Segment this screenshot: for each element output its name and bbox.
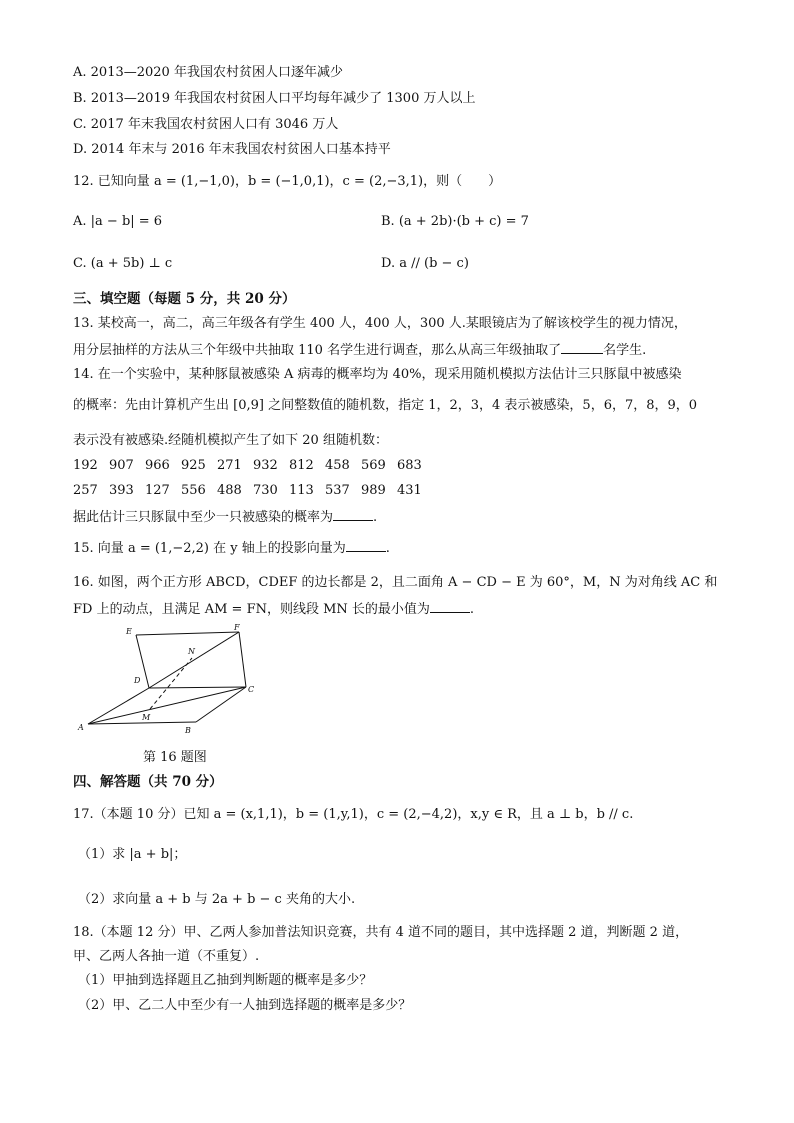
q12-option-d: D. a // (b − c): [381, 256, 469, 271]
label-b: B: [185, 726, 191, 735]
label-n: N: [188, 647, 195, 656]
num: 537: [325, 483, 350, 498]
edge-dc: [149, 687, 246, 688]
q14-text: 据此估计三只豚鼠中至少一只被感染的概率为: [73, 510, 334, 525]
figure-caption: 第 16 题图: [143, 750, 207, 765]
num: 932: [253, 458, 278, 473]
num: 271: [217, 458, 242, 473]
q14-answer-blank[interactable]: [333, 507, 373, 521]
num: 431: [397, 483, 422, 498]
q13-line-2: [73, 340, 646, 360]
num: 257: [73, 483, 98, 498]
q12-option-b: B. (a + 2b)·(b + c) = 7: [381, 214, 529, 229]
q15-answer-blank[interactable]: [346, 538, 386, 552]
num: 556: [181, 483, 206, 498]
label-d: D: [134, 676, 141, 685]
q18-line-1: 18.（本题 12 分）甲、乙两人参加普法知识竞赛，共有 4 道不同的题目，其中选择题 2 道，判断题 2 道，: [73, 925, 689, 940]
q11-option-c: C. 2017 年末我国农村贫困人口有 3046 万人: [73, 117, 339, 132]
q16-text: FD 上的动点，且满足 AM = FN，则线段 MN 长的最小值为: [73, 602, 430, 617]
num: 989: [361, 483, 386, 498]
num: 925: [181, 458, 206, 473]
q12-stem: 12. 已知向量 a = (1,−1,0)，b = (−1,0,1)，c = (2,−3,1)，则（ ）: [73, 174, 502, 189]
num: 907: [109, 458, 134, 473]
q11-option-b: B. 2013—2019 年我国农村贫困人口平均每年减少了 1300 万人以上: [73, 91, 476, 106]
q16-line-1: 16. 如图，两个正方形 ABCD，CDEF 的边长都是 2，且二面角 A − CD − E 为 60°，M，N 为对角线 AC 和: [73, 575, 718, 590]
num: 812: [289, 458, 314, 473]
num: 730: [253, 483, 278, 498]
q11-option-a: A. 2013—2020 年我国农村贫困人口逐年减少: [73, 65, 343, 80]
num: 569: [361, 458, 386, 473]
label-f: F: [234, 623, 240, 632]
q18-part-1: （1）甲抽到选择题且乙抽到判断题的概率是多少？: [78, 973, 373, 988]
q18-line-2: 甲、乙两人各抽一道（不重复）.: [73, 949, 260, 964]
q14-tail: .: [373, 510, 378, 525]
label-e: E: [126, 627, 132, 636]
q15-text: 15. 向量 a = (1,−2,2) 在 y 轴上的投影向量为: [73, 541, 346, 556]
random-row-1: [73, 457, 433, 475]
q15-line: [73, 538, 390, 558]
q12-option-a: A. |a − b| = 6: [73, 214, 163, 229]
q14-line-3: 表示没有被感染.经随机模拟产生了如下 20 组随机数：: [73, 433, 388, 448]
label-c: C: [248, 685, 255, 694]
edge-fc: [239, 632, 246, 687]
edge-bc: [196, 687, 246, 722]
diag-ac: [88, 687, 246, 724]
diag-df: [149, 632, 239, 688]
q14-line-2: 的概率：先由计算机产生出 [0,9] 之间整数值的随机数，指定 1，2，3，4 表示被感染，5，6，7，8，9，0: [73, 398, 698, 413]
q13-line-1: 13. 某校高一，高二，高三年级各有学生 400 人，400 人，300 人.某眼镜店为了解该校学生的视力情况，: [73, 316, 687, 331]
num: 683: [397, 458, 422, 473]
q16-figure: [74, 620, 264, 740]
q16-answer-blank[interactable]: [430, 599, 470, 613]
num: 192: [73, 458, 98, 473]
q13-text: 用分层抽样的方法从三个年级中共抽取 110 名学生进行调查，那么从高三年级抽取了: [73, 343, 562, 358]
label-a: A: [78, 723, 84, 732]
q14-line-4: [73, 507, 377, 527]
q17-part-2: （2）求向量 a + b 与 2a + b − c 夹角的大小.: [78, 892, 356, 907]
q17-part-1: （1）求 |a + b|；: [78, 847, 187, 862]
num: 966: [145, 458, 170, 473]
q15-tail: .: [385, 541, 390, 556]
q13-answer-blank[interactable]: [561, 340, 603, 354]
num: 458: [325, 458, 350, 473]
q11-option-d: D. 2014 年末与 2016 年末我国农村贫困人口基本持平: [73, 142, 391, 157]
q16-tail: .: [469, 602, 475, 617]
random-row-2: [73, 482, 433, 500]
edge-ef: [136, 632, 239, 635]
q16-line-2: [73, 599, 474, 619]
num: 488: [217, 483, 242, 498]
num: 127: [145, 483, 170, 498]
edge-ab: [88, 722, 196, 724]
num: 393: [109, 483, 134, 498]
q17-stem: 17.（本题 10 分）已知 a = (x,1,1)，b = (1,y,1)，c = (2,−4,2)，x,y ∈ R，且 a ⊥ b，b // c.: [73, 807, 634, 822]
section-4-heading: 四、解答题（共 70 分）: [73, 774, 223, 790]
section-3-heading: 三、填空题（每题 5 分，共 20 分）: [73, 291, 296, 307]
q12-option-c: C. (a + 5b) ⊥ c: [73, 256, 173, 271]
label-m: M: [142, 713, 151, 722]
num: 113: [289, 483, 314, 498]
q13-tail: 名学生.: [603, 343, 647, 358]
edge-ad: [88, 688, 149, 724]
q14-line-1: 14. 在一个实验中，某种豚鼠被感染 A 病毒的概率均为 40%，现采用随机模拟方法估计三只豚鼠中被感染: [73, 367, 682, 382]
q18-part-2: （2）甲、乙二人中至少有一人抽到选择题的概率是多少？: [78, 998, 412, 1013]
